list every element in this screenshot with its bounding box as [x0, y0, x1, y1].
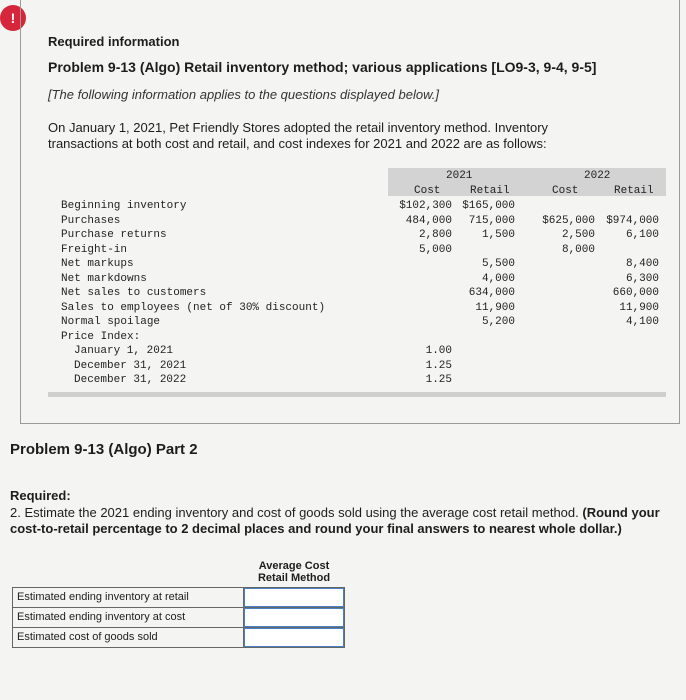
retail-2021-value: 11,900 — [475, 301, 515, 314]
alert-icon: ! — [0, 5, 26, 31]
retail-2021-value: $165,000 — [462, 200, 515, 212]
applies-note: [The following information applies to the questions displayed below.] — [48, 87, 439, 102]
retail-2021-value: 715,000 — [468, 214, 515, 227]
cost-2021-value: $102,300 — [399, 200, 452, 212]
year-2022-header: 2022 — [584, 170, 611, 182]
retail-2022-value: 6,100 — [625, 229, 659, 241]
instruction-rounding: (Round your cost-to-retail percentage to 2 decimal places and round your final answers to nearest whole dollar.) — [10, 505, 660, 536]
retail-2021-value: 5,500 — [481, 258, 515, 270]
year-2021-header: 2021 — [446, 170, 473, 182]
cost-2021-value: 1.00 — [425, 345, 452, 357]
retail-2021-value: 634,000 — [468, 287, 515, 299]
inventory-data-table — [48, 166, 666, 400]
row-label: December 31, 2022 — [74, 374, 187, 386]
col-cost-2022: Cost — [552, 185, 579, 197]
cost-2021-value: 2,800 — [418, 229, 452, 241]
retail-2022-value: 660,000 — [612, 287, 659, 299]
ending-inventory-retail-cell — [244, 587, 345, 607]
intro-text: On January 1, 2021, Pet Friendly Stores adopted the retail inventory method. Inventory transactions at both cost and retail, and cost indexes for 2021 and 2022 are as follows: — [48, 120, 549, 151]
retail-2021-value: 4,000 — [481, 272, 515, 285]
answer-row — [13, 607, 345, 627]
answer-row — [13, 627, 345, 647]
cost-2022-value: 2,500 — [561, 229, 595, 241]
row-label: Beginning inventory — [61, 200, 187, 212]
answer-column-header: Average Cost Retail Method — [257, 559, 331, 584]
retail-2021-value: 5,200 — [481, 316, 515, 328]
row-label: Normal spoilage — [61, 316, 161, 328]
answer-table-corner — [13, 557, 244, 587]
answer-row — [13, 587, 345, 607]
col-retail-2021: Retail — [470, 185, 510, 197]
col-cost-2021: Cost — [414, 185, 441, 197]
table-bottom-bar — [48, 392, 666, 397]
row-label: Freight-in — [61, 243, 128, 256]
cost-2021-value: 1.25 — [425, 374, 452, 386]
col-retail-2022: Retail — [614, 185, 654, 197]
cost-2021-value: 484,000 — [405, 214, 452, 227]
problem-title: Problem 9-13 (Algo) Retail inventory method; various applications [LO9-3, 9-4, 9-5] — [48, 59, 597, 75]
cost-of-goods-sold-cell — [244, 627, 345, 647]
ending-inventory-cost-cell — [244, 607, 345, 627]
cost-2022-value: $625,000 — [542, 214, 595, 227]
row-label: Purchase returns — [61, 229, 167, 241]
required-label: Required: — [10, 488, 71, 503]
retail-2022-value: $974,000 — [606, 214, 659, 227]
row-label: December 31, 2021 — [74, 359, 187, 372]
ending-inventory-cost-input[interactable] — [244, 608, 344, 627]
row-label: Net sales to customers — [61, 287, 207, 299]
answer-table — [12, 557, 345, 648]
retail-2022-value: 6,300 — [625, 272, 659, 285]
instruction-main: 2. Estimate the 2021 ending inventory and cost of goods sold using the average cost retail method. — [10, 505, 579, 520]
retail-2022-value: 4,100 — [625, 316, 659, 328]
retail-2022-value: 8,400 — [625, 258, 659, 270]
row-label: Net markups — [61, 258, 134, 270]
row-label: Net markdowns — [61, 272, 147, 285]
answer-row-label: Estimated ending inventory at cost — [13, 607, 244, 627]
cost-2021-value: 5,000 — [418, 243, 452, 256]
cost-2021-value: 1.25 — [425, 359, 452, 372]
cost-of-goods-sold-input[interactable] — [244, 628, 344, 647]
required-info-heading: Required information — [48, 34, 180, 49]
cost-2022-value: 8,000 — [561, 243, 595, 256]
answer-row-label: Estimated ending inventory at retail — [13, 587, 244, 607]
row-label: Purchases — [61, 214, 121, 227]
row-label: Price Index: — [61, 330, 141, 343]
retail-2022-value: 11,900 — [619, 301, 659, 314]
row-label: January 1, 2021 — [74, 345, 174, 357]
instruction-text — [10, 505, 686, 537]
retail-2021-value: 1,500 — [481, 229, 515, 241]
answer-row-label: Estimated cost of goods sold — [13, 627, 244, 647]
part-title: Problem 9-13 (Algo) Part 2 — [10, 441, 198, 458]
ending-inventory-retail-input[interactable] — [244, 588, 344, 607]
row-label: Sales to employees (net of 30% discount) — [61, 301, 326, 314]
